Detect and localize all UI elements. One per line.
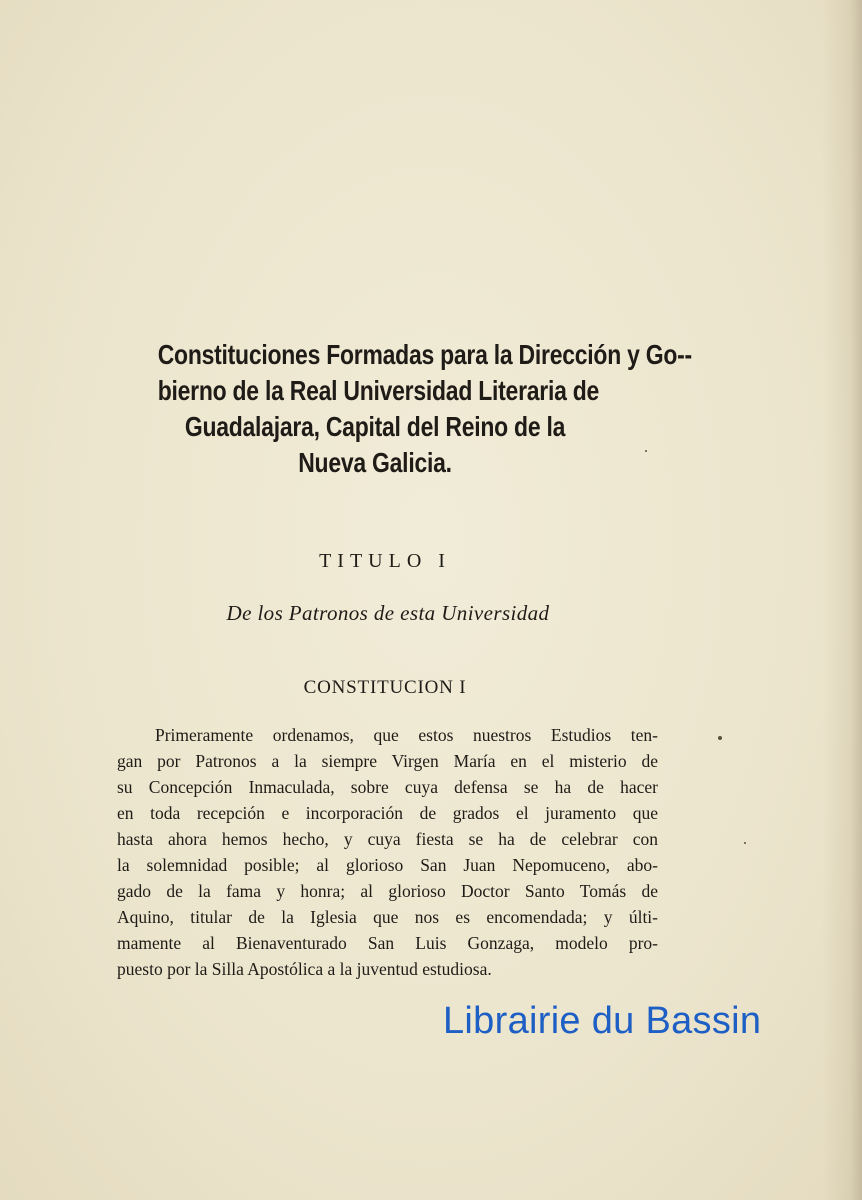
document-title	[157, 337, 692, 481]
paper-speck	[718, 736, 722, 740]
body-line: gan por Patronos a la siempre Virgen María en el misterio de	[117, 751, 658, 771]
body-line: Aquino, titular de la Iglesia que nos es encomendada; y últi-	[117, 907, 658, 927]
body-line: puesto por la Silla Apostólica a la juventud estudiosa.	[117, 959, 492, 979]
section-heading: CONSTITUCION I	[303, 677, 467, 698]
body-paragraph	[117, 722, 658, 982]
body-line: mamente al Bienaventurado San Luis Gonzaga, modelo pro-	[117, 933, 658, 953]
title-line: Nueva Galicia.	[298, 447, 452, 478]
title-line: Constituciones Formadas para la Dirección y Go--	[157, 339, 692, 370]
title-line: bierno de la Real Universidad Literaria de	[157, 375, 600, 406]
title-line: Guadalajara, Capital del Reino de la	[184, 411, 566, 442]
titulo-subtitle: De los Patronos de esta Universidad	[226, 601, 550, 625]
watermark-text: Librairie du Bassin	[443, 1000, 762, 1042]
paper-speck	[645, 450, 647, 452]
body-line: hasta ahora hemos hecho, y cuya fiesta se ha de celebrar con	[117, 829, 658, 849]
body-line: en toda recepción e incorporación de grados el juramento que	[117, 803, 658, 823]
body-line: su Concepción Inmaculada, sobre cuya defensa se ha de hacer	[117, 777, 658, 797]
body-line: Primeramente ordenamos, que estos nuestros Estudios ten-	[155, 725, 658, 745]
page-edge-shadow	[822, 0, 862, 1200]
paper-speck	[744, 842, 746, 844]
body-line: la solemnidad posible; al glorioso San Juan Nepomuceno, abo-	[117, 855, 658, 875]
titulo-heading: TITULO I	[319, 550, 451, 572]
body-line: gado de la fama y honra; al glorioso Doctor Santo Tomás de	[117, 881, 658, 901]
